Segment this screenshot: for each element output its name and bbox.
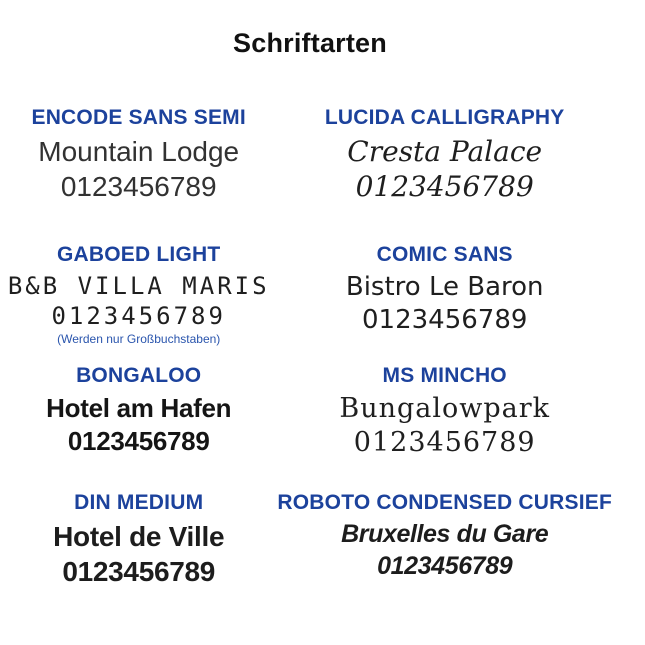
font-name: GABOED LIGHT <box>56 243 221 266</box>
font-sample-digits: 0123456789 <box>62 556 216 588</box>
font-note: (Werden nur Großbuchstaben) <box>57 332 221 347</box>
page-title: Schriftarten <box>233 28 387 58</box>
font-sample-digits: 0123456789 <box>361 304 528 335</box>
font-sample-digits: 0123456789 <box>353 427 536 458</box>
font-block-ms-mincho <box>277 357 612 460</box>
font-name: COMIC SANS <box>376 243 513 266</box>
font-name: MS MINCHO <box>382 364 507 387</box>
font-specimen-grid <box>0 99 612 589</box>
font-sample-text: Cresta Palace <box>347 135 543 169</box>
font-block-comic-sans <box>277 236 612 336</box>
font-sample-digits: 0123456789 <box>67 425 210 456</box>
font-sample-text: Bruxelles du Gare <box>341 520 549 549</box>
font-sample-text: Hotel de Ville <box>53 521 225 553</box>
font-sample-digits: 0123456789 <box>377 551 513 580</box>
font-sample-text: Bistro Le Baron <box>345 272 544 303</box>
font-sample-digits: 0123456789 <box>51 302 226 331</box>
font-block-din-medium <box>0 484 277 589</box>
font-block-roboto-condensed-cursief <box>277 484 612 582</box>
font-sample-text: B&B VILLA MARIS <box>7 272 270 301</box>
font-name: ENCODE SANS SEMI <box>31 106 246 129</box>
font-name: DIN MEDIUM <box>74 491 204 514</box>
font-block-encode-sans-semi <box>0 99 277 204</box>
font-sample-digits: 0123456789 <box>60 171 217 203</box>
font-sample-digits: 0123456789 <box>355 170 534 204</box>
font-sample-text: Hotel am Hafen <box>46 393 232 424</box>
font-name: BONGALOO <box>76 364 202 387</box>
font-block-lucida-calligraphy <box>277 99 612 204</box>
font-block-bongaloo <box>0 357 277 457</box>
font-name: ROBOTO CONDENSED CURSIEF <box>277 491 612 514</box>
font-name: LUCIDA CALLIGRAPHY <box>324 106 565 129</box>
font-block-gaboed-light <box>0 236 277 347</box>
font-sample-text: Bungalowpark <box>339 393 551 425</box>
font-sample-text: Mountain Lodge <box>38 136 240 168</box>
